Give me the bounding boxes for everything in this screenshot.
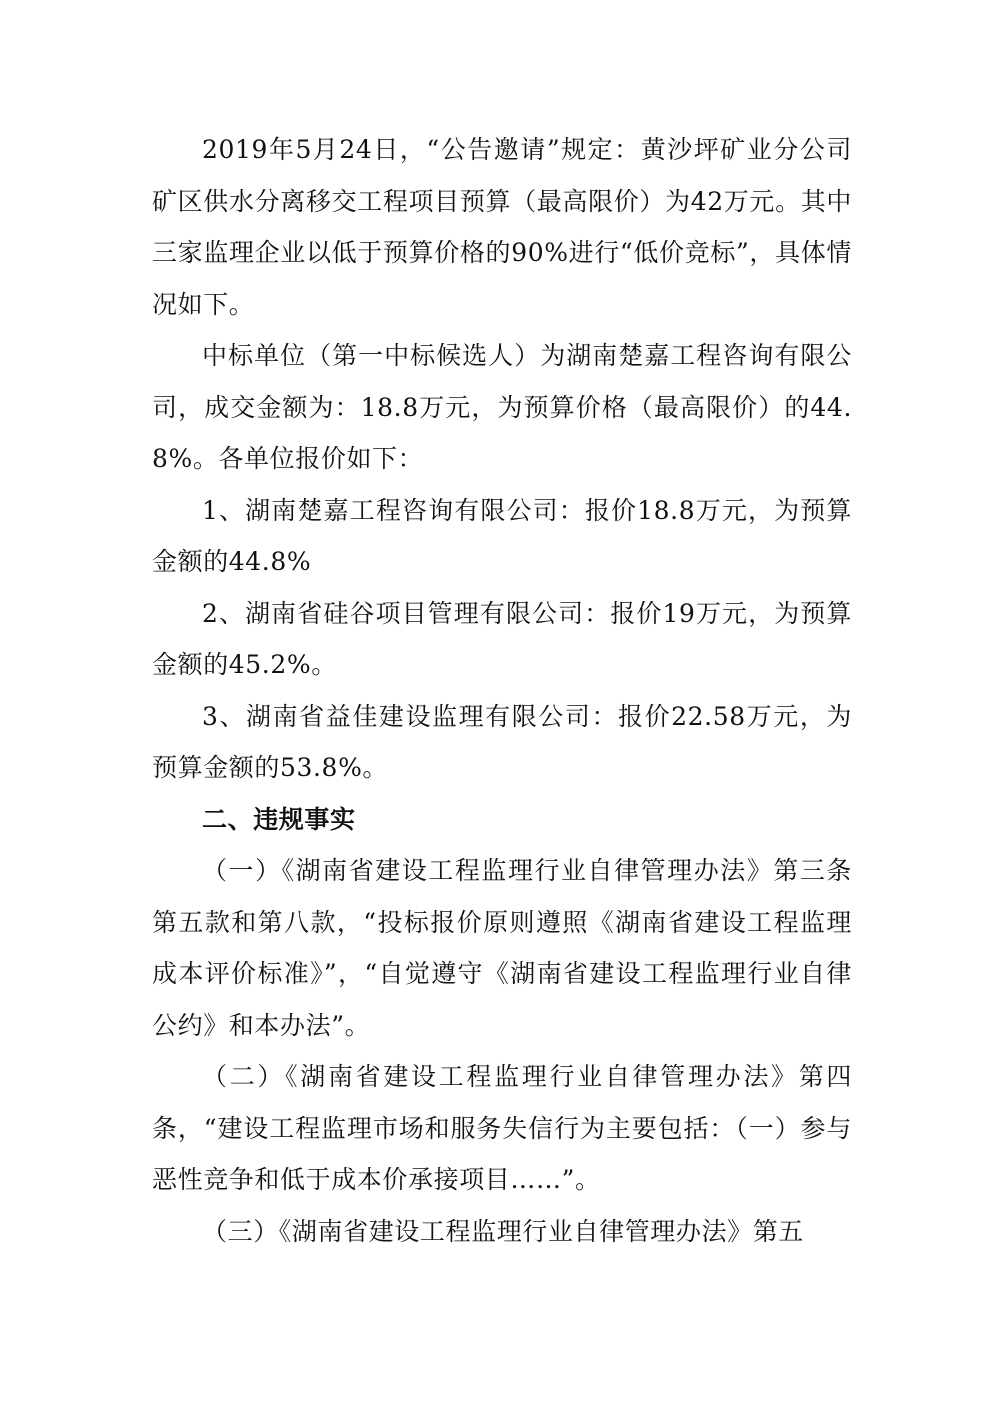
document-body bbox=[152, 124, 852, 1257]
section-heading: 二、违规事实 bbox=[202, 804, 356, 834]
paragraph-bid-3: 3、湖南省益佳建设监理有限公司：报价22.58万元，为预算金额的53.8%。 bbox=[152, 701, 852, 782]
paragraph-violation-3: （三）《湖南省建设工程监理行业自律管理办法》第五 bbox=[202, 1216, 804, 1246]
paragraph-bid-2: 2、湖南省硅谷项目管理有限公司：报价19万元，为预算金额的45.2%。 bbox=[152, 598, 852, 679]
paragraph-winning-bidder: 中标单位（第一中标候选人）为湖南楚嘉工程咨询有限公司，成交金额为：18.8万元，为预算价格（最高限价）的44.8%。各单位报价如下： bbox=[152, 341, 852, 473]
paragraph-violation-1: （一）《湖南省建设工程监理行业自律管理办法》第三条第五款和第八款，“投标报价原则遵照《湖南省建设工程监理成本评价标准》”，“自觉遵守《湖南省建设工程监理行业自律公约》和本办法”。 bbox=[152, 856, 852, 1040]
paragraph-violation-2: （二）《湖南省建设工程监理行业自律管理办法》第四条，“建设工程监理市场和服务失信行为主要包括：（一）参与恶性竞争和低于成本价承接项目……”。 bbox=[152, 1062, 852, 1194]
paragraph-announcement: 2019年5月24日，“公告邀请”规定：黄沙坪矿业分公司矿区供水分离移交工程项目预算（最高限价）为42万元。其中三家监理企业以低于预算价格的90%进行“低价竞标”，具体情况如下。 bbox=[152, 135, 852, 319]
paragraph-bid-1: 1、湖南楚嘉工程咨询有限公司：报价18.8万元，为预算金额的44.8% bbox=[152, 495, 852, 576]
